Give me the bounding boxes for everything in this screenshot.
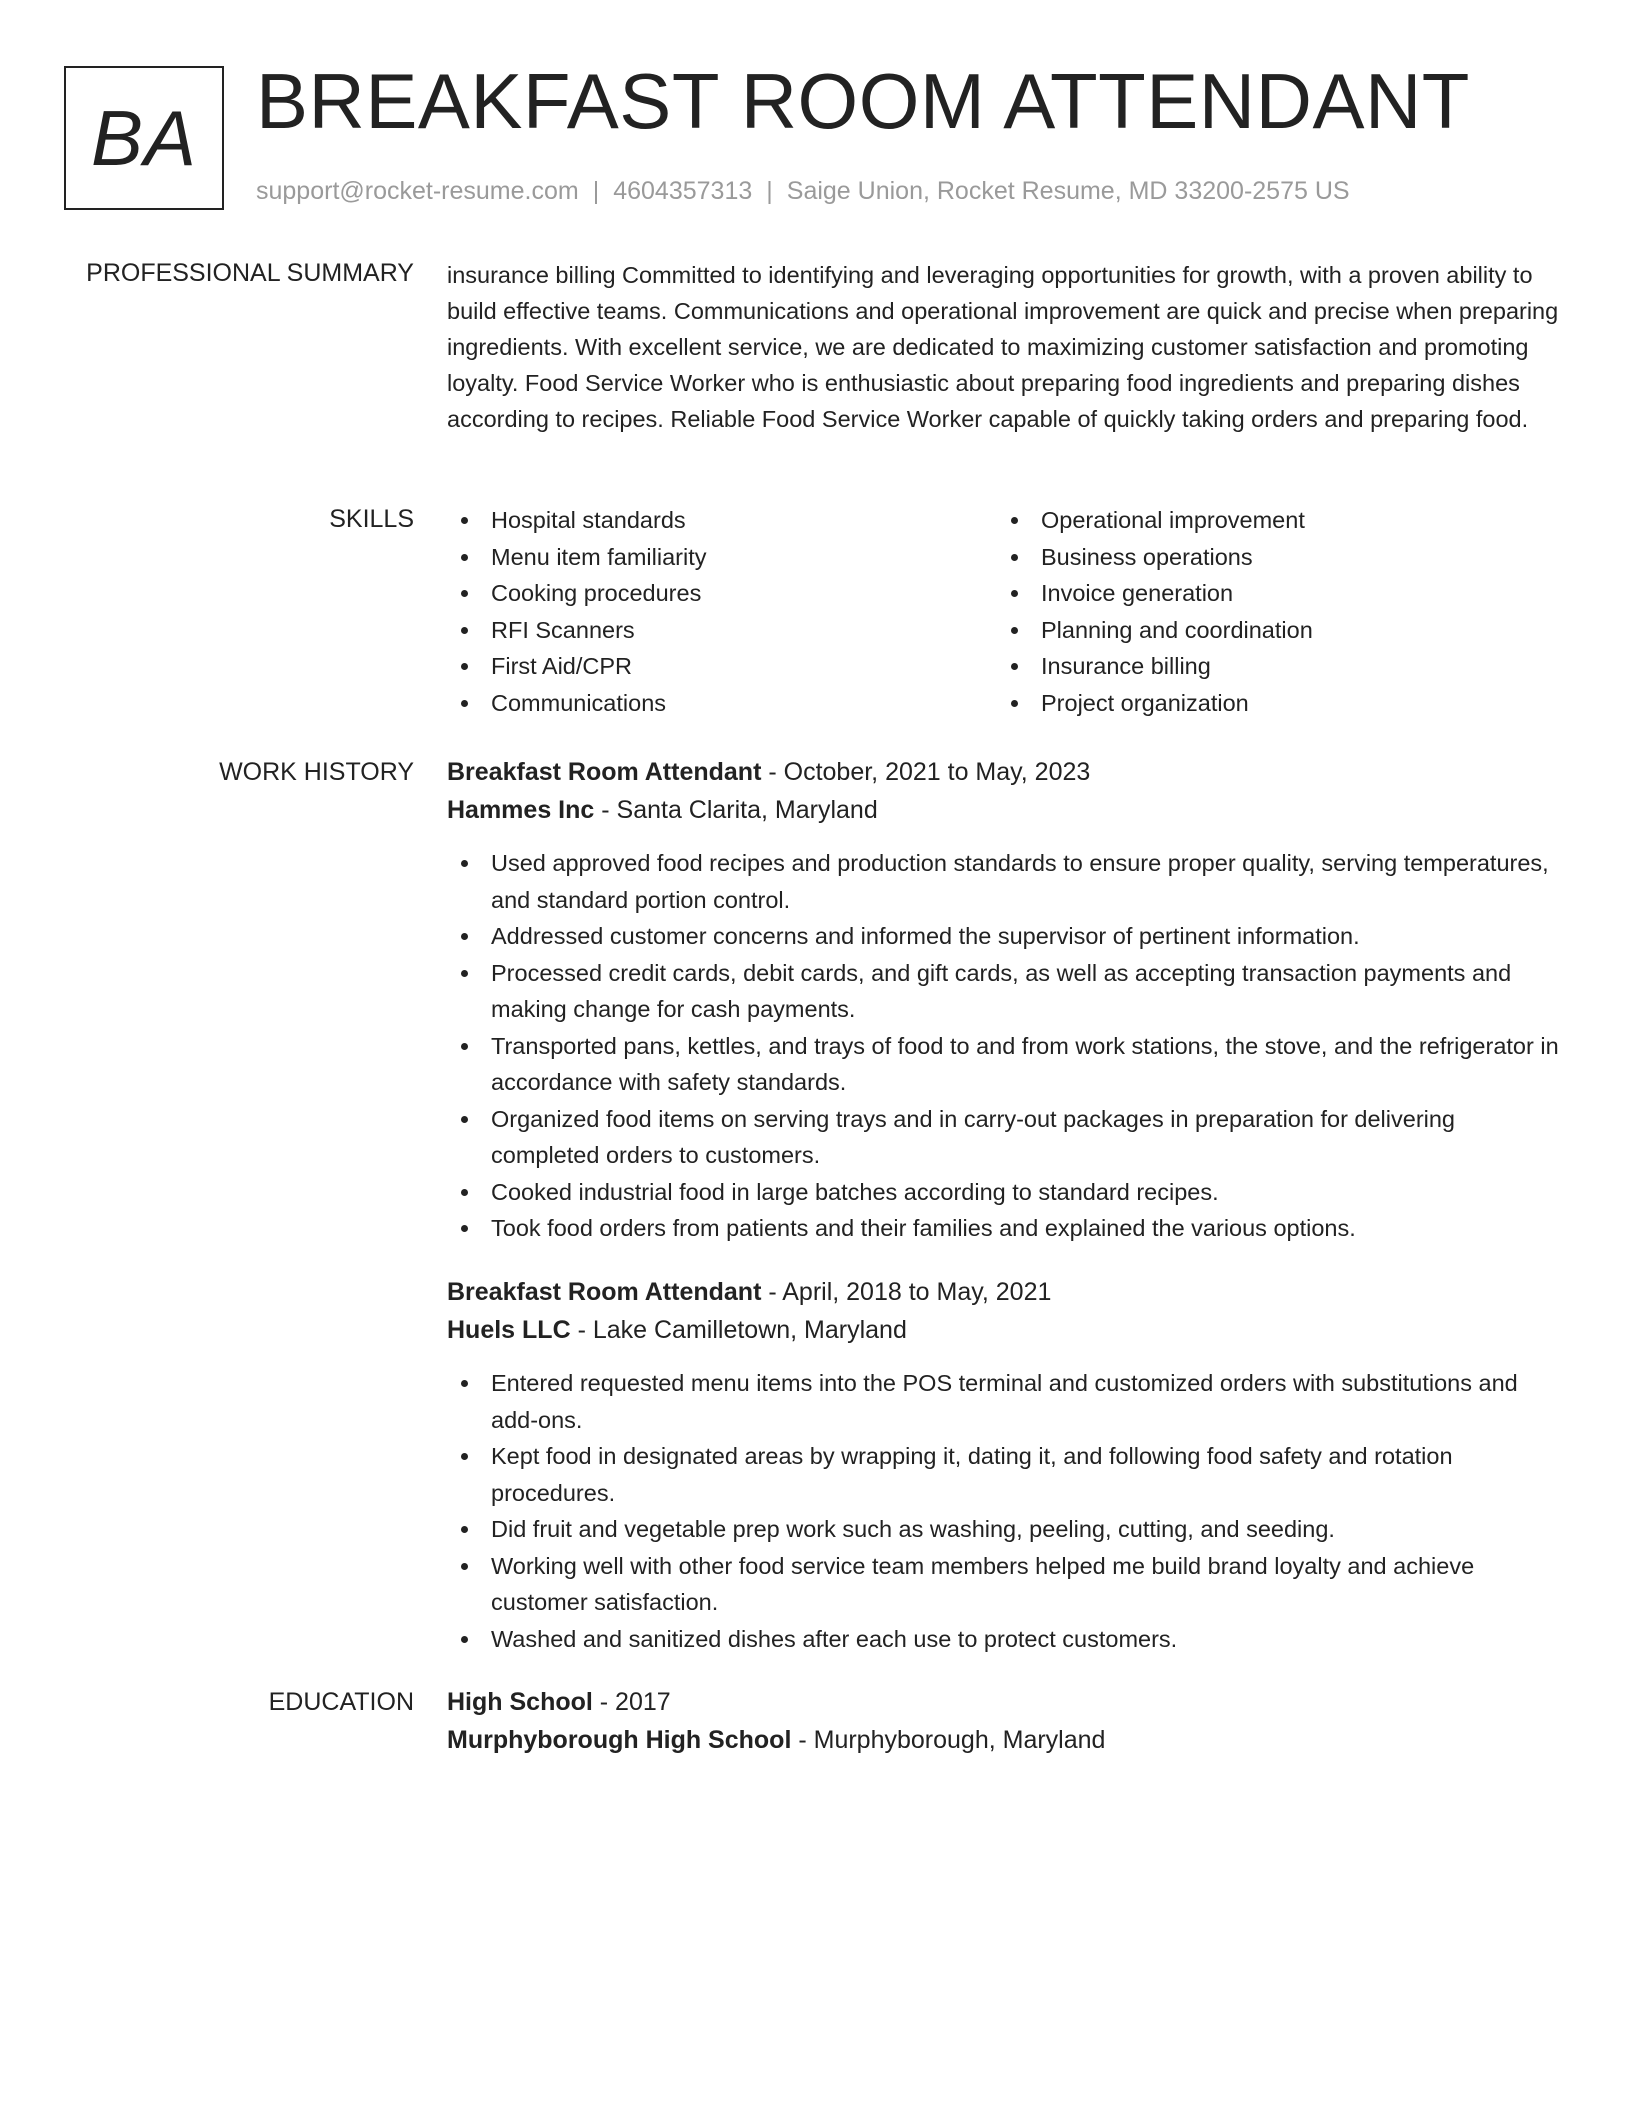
summary-content — [447, 257, 1562, 437]
job-bullet: Took food orders from patients and their families and explained the various options. — [447, 1210, 1562, 1247]
job-company-line — [447, 791, 1562, 829]
contact-address: Saige Union, Rocket Resume, MD 33200-2575 US — [786, 177, 1350, 205]
skill-item: Communications — [447, 685, 997, 722]
skills-column-left — [447, 502, 997, 721]
resume-name: BREAKFAST ROOM ATTENDANT — [256, 57, 1470, 145]
summary-text: insurance billing Committed to identifying and leveraging opportunities for growth, with a proven ability to build effective teams. Communications and operational improvement are quick and precise when preparing ingredients. With excellent service, we are dedicated to maximizing customer satisfaction and promoting loyalty. Food Service Worker who is enthusiastic about preparing food ingredients and preparing dishes according to recipes. Reliable Food Service Worker capable of quickly taking orders and preparing food. — [447, 262, 1559, 432]
summary-label: PROFESSIONAL SUMMARY — [86, 259, 414, 287]
education-year: - 2017 — [592, 1688, 671, 1716]
skill-item: First Aid/CPR — [447, 648, 997, 685]
education-label: EDUCATION — [268, 1688, 414, 1716]
education-school: Murphyborough High School — [447, 1726, 792, 1754]
monogram-initials: BA — [90, 93, 198, 182]
job-entry — [447, 1273, 1562, 1657]
job-title: Breakfast Room Attendant — [447, 1278, 762, 1306]
job-dates: - October, 2021 to May, 2023 — [761, 758, 1091, 786]
job-title-line — [447, 1273, 1562, 1311]
education-degree-line — [447, 1683, 1562, 1721]
job-bullet: Kept food in designated areas by wrapping it, dating it, and following food safety and rotation procedures. — [447, 1438, 1562, 1511]
skill-item: Insurance billing — [997, 648, 1547, 685]
job-dates: - April, 2018 to May, 2021 — [761, 1278, 1052, 1306]
job-bullets — [447, 845, 1562, 1247]
work-history-label: WORK HISTORY — [219, 758, 414, 786]
skill-item: Invoice generation — [997, 575, 1547, 612]
skill-item: Business operations — [997, 539, 1547, 576]
education-degree: High School — [447, 1688, 593, 1716]
skill-item: Project organization — [997, 685, 1547, 722]
contact-line — [256, 174, 1350, 208]
job-bullet: Did fruit and vegetable prep work such as washing, peeling, cutting, and seeding. — [447, 1511, 1562, 1548]
skill-item: Operational improvement — [997, 502, 1547, 539]
job-bullet: Processed credit cards, debit cards, and gift cards, as well as accepting transaction payments and making change for cash payments. — [447, 955, 1562, 1028]
contact-separator: | — [592, 177, 600, 205]
job-bullet: Used approved food recipes and production standards to ensure proper quality, serving temperatures, and standard portion control. — [447, 845, 1562, 918]
job-bullet: Working well with other food service team members helped me build brand loyalty and achieve customer satisfaction. — [447, 1548, 1562, 1621]
skills-list-right — [997, 502, 1547, 721]
job-entry — [447, 753, 1562, 1247]
skill-item: Planning and coordination — [997, 612, 1547, 649]
skill-item: Menu item familiarity — [447, 539, 997, 576]
job-bullet: Addressed customer concerns and informed the supervisor of pertinent information. — [447, 918, 1562, 955]
job-title-line — [447, 753, 1562, 791]
education-school-line — [447, 1721, 1562, 1759]
education-location: - Murphyborough, Maryland — [791, 1726, 1106, 1754]
job-title: Breakfast Room Attendant — [447, 758, 762, 786]
education-content — [447, 1683, 1562, 1759]
skills-list-left — [447, 502, 997, 721]
skill-item: Cooking procedures — [447, 575, 997, 612]
job-bullet: Organized food items on serving trays and in carry-out packages in preparation for delivering completed orders to customers. — [447, 1101, 1562, 1174]
job-location: - Santa Clarita, Maryland — [594, 796, 878, 824]
skill-item: RFI Scanners — [447, 612, 997, 649]
job-bullet: Entered requested menu items into the POS terminal and customized orders with substitutions and add-ons. — [447, 1365, 1562, 1438]
job-company: Huels LLC — [447, 1316, 571, 1344]
skills-label: SKILLS — [329, 505, 414, 533]
job-bullet: Cooked industrial food in large batches according to standard recipes. — [447, 1174, 1562, 1211]
contact-phone[interactable]: 4604357313 — [613, 177, 753, 205]
skills-column-right — [997, 502, 1547, 721]
skill-item: Hospital standards — [447, 502, 997, 539]
job-bullets — [447, 1365, 1562, 1657]
job-bullet: Transported pans, kettles, and trays of food to and from work stations, the stove, and the refrigerator in accordance with safety standards. — [447, 1028, 1562, 1101]
skills-content — [447, 502, 1562, 721]
job-location: - Lake Camilletown, Maryland — [570, 1316, 907, 1344]
contact-separator: | — [766, 177, 773, 205]
monogram-box — [64, 66, 224, 210]
job-company-line — [447, 1311, 1562, 1349]
contact-email[interactable]: support@rocket-resume.com — [256, 177, 579, 205]
job-bullet: Washed and sanitized dishes after each use to protect customers. — [447, 1621, 1562, 1658]
job-company: Hammes Inc — [447, 796, 595, 824]
